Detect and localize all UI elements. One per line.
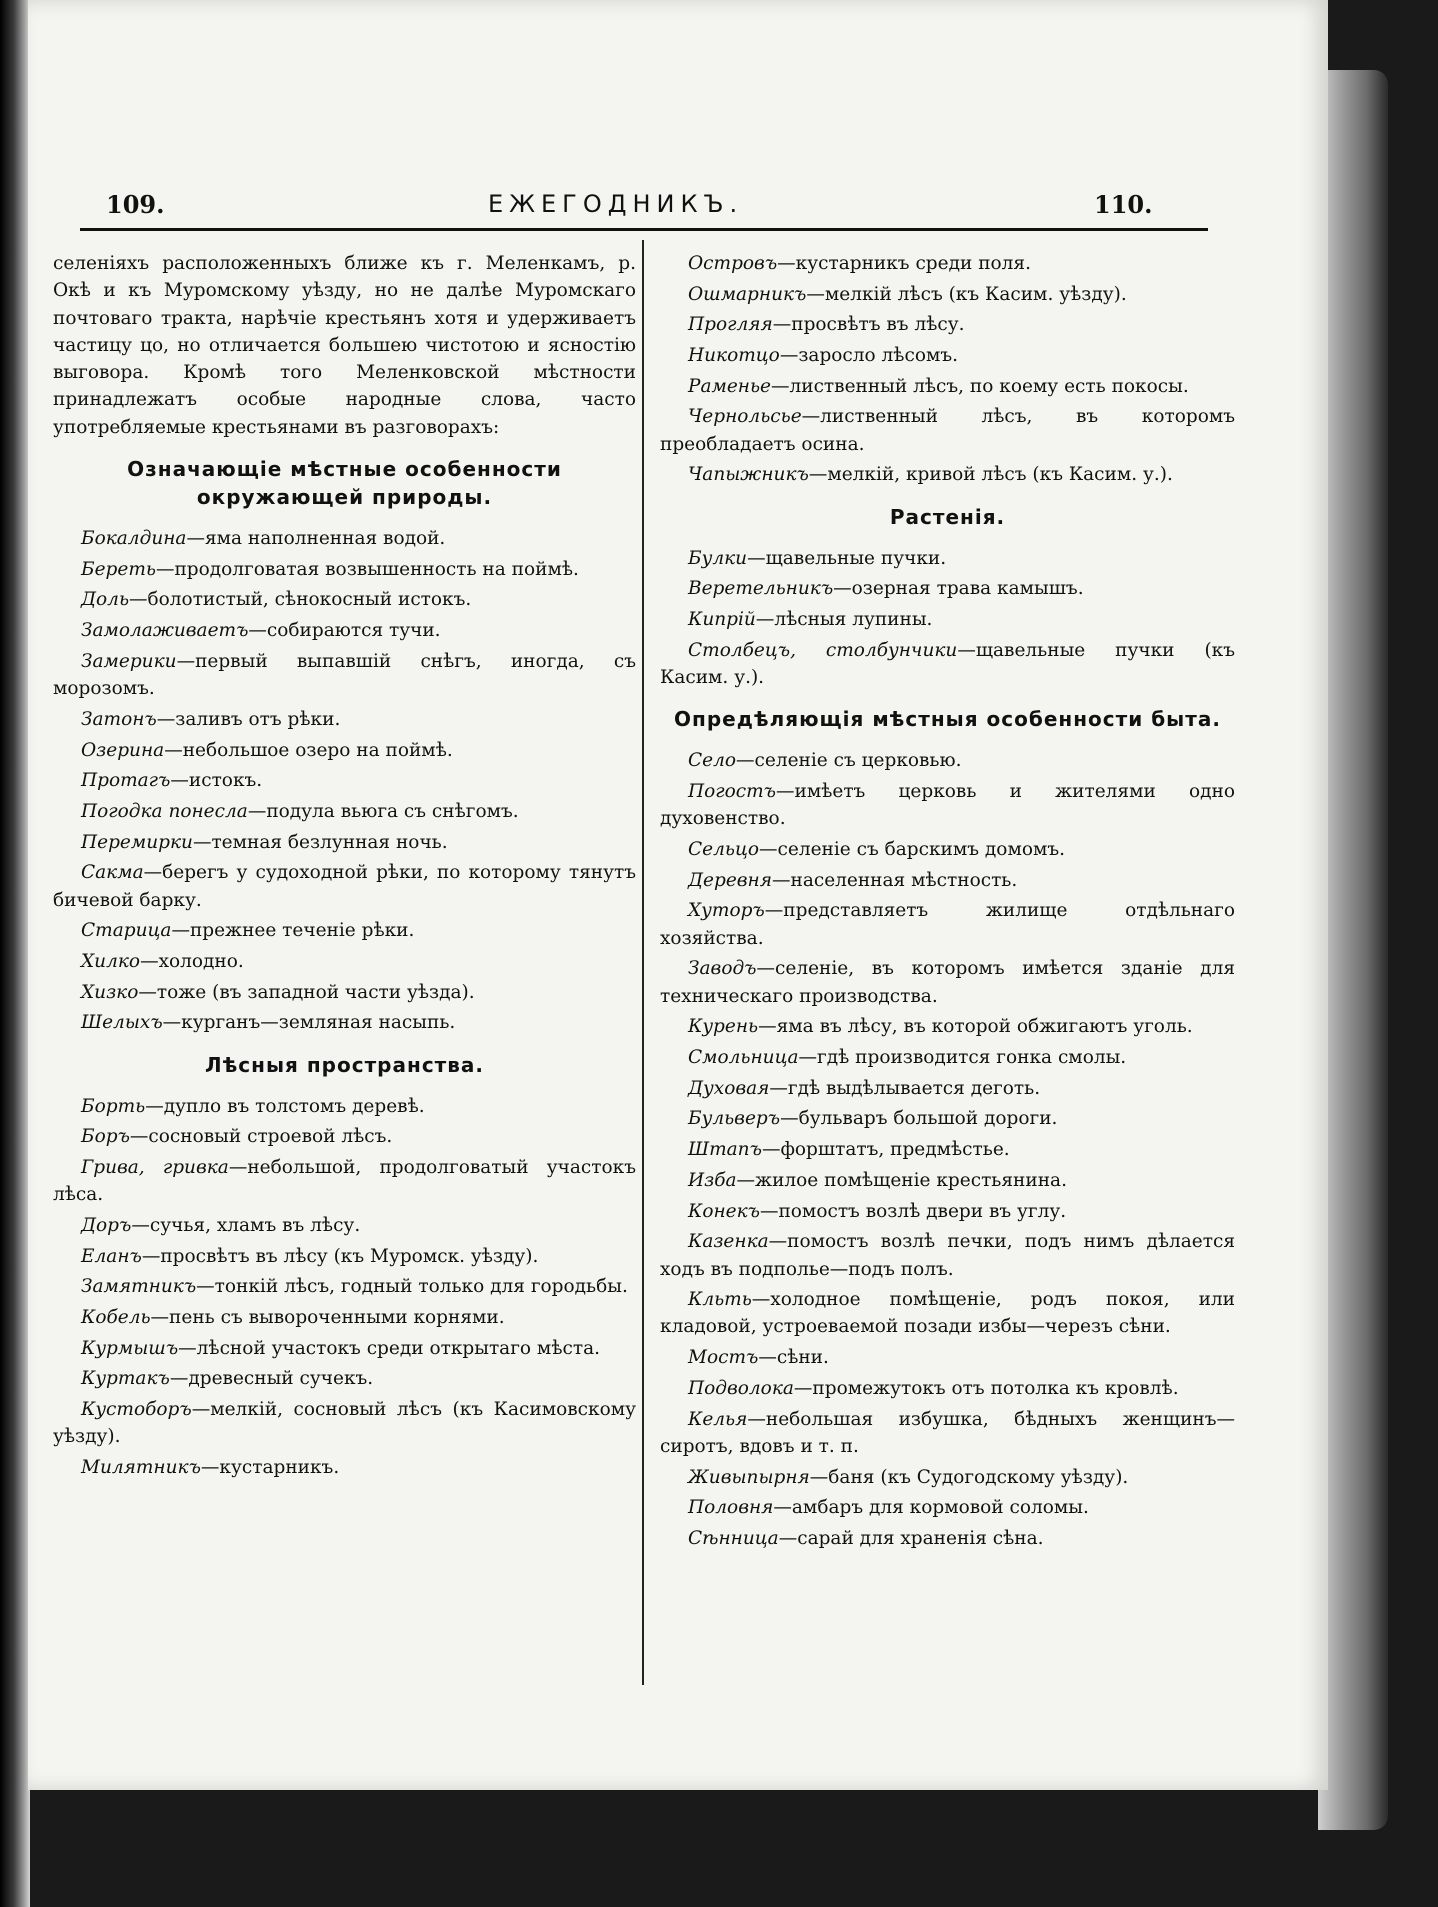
- dictionary-entry: [660, 1105, 1235, 1132]
- entry-term: Курень: [688, 1016, 759, 1038]
- dictionary-entry: [660, 1344, 1235, 1371]
- entry-definition: —яма наполненная водой.: [186, 528, 446, 550]
- entry-definition: —населенная мѣстность.: [771, 869, 1018, 891]
- entry-definition: —промежутокъ отъ потолка къ кровлѣ.: [793, 1377, 1179, 1399]
- dictionary-entry: [660, 575, 1235, 602]
- section-heading-life: Опредѣляющія мѣстныя особенности быта.: [674, 707, 1221, 732]
- entry-term: Подволока: [688, 1377, 794, 1399]
- dictionary-entry: [660, 545, 1235, 572]
- entry-term: Сельцо: [688, 839, 760, 861]
- entry-definition: —заливъ отъ рѣки.: [156, 708, 341, 730]
- entry-definition: —лѣсныя лупины.: [755, 609, 933, 631]
- entry-term: Хилко: [81, 950, 141, 972]
- dictionary-entry: [53, 1454, 636, 1481]
- dictionary-entry: [53, 1396, 636, 1451]
- entry-definition: —древесный сучекъ.: [169, 1368, 374, 1390]
- entry-term: Грива, гривка: [81, 1156, 229, 1178]
- nature-entries: [53, 525, 636, 1037]
- entry-definition: —жилое помѣщеніе крестьянина.: [736, 1169, 1067, 1191]
- entry-definition: —сучья, хламъ въ лѣсу.: [131, 1214, 361, 1236]
- dictionary-entry: [660, 1525, 1235, 1552]
- entry-term: Кустоборъ: [81, 1399, 192, 1421]
- entry-term: Смольница: [688, 1047, 799, 1069]
- dictionary-entry: [53, 1273, 636, 1300]
- dictionary-entry: [660, 1075, 1235, 1102]
- dictionary-entry: [660, 1044, 1235, 1071]
- entry-term: Шелыхъ: [81, 1012, 163, 1034]
- entry-definition: —помостъ возлѣ печки, подъ нимъ дѣлается ходъ въ подполье—подъ полъ.: [660, 1231, 1235, 1280]
- entry-term: Погостъ: [688, 781, 776, 803]
- dictionary-entry: [53, 1212, 636, 1239]
- entry-definition: —сарай для храненія сѣна.: [778, 1527, 1044, 1549]
- entry-term: Кобель: [81, 1307, 151, 1329]
- entry-term: Чернольсье: [688, 406, 802, 428]
- entry-term: Боръ: [81, 1126, 130, 1148]
- dictionary-entry: [53, 948, 636, 975]
- entry-term: Старица: [81, 920, 172, 942]
- dictionary-entry: [660, 955, 1235, 1010]
- entry-term: Замолаживаетъ: [81, 620, 249, 642]
- entry-definition: —имѣетъ церковь и жителями одно духовенство.: [660, 781, 1235, 830]
- entry-definition: —берегъ у судоходной рѣки, по которому тянутъ бичевой барку.: [53, 862, 636, 911]
- dictionary-entry: [660, 1464, 1235, 1491]
- book-spine-left: [0, 0, 30, 1907]
- entry-definition: —просвѣтъ въ лѣсу (къ Муромск. уѣзду).: [141, 1245, 539, 1267]
- dictionary-entry: [660, 1167, 1235, 1194]
- dictionary-entry: [53, 767, 636, 794]
- entry-term: Милятникъ: [81, 1457, 201, 1479]
- entry-term: Штапъ: [688, 1139, 762, 1161]
- dictionary-entry: [53, 1009, 636, 1036]
- entry-term: Кипрій: [688, 609, 756, 631]
- entry-definition: —тоже (въ западной части уѣзда).: [138, 981, 475, 1003]
- entry-definition: —заросло лѣсомъ.: [779, 345, 959, 367]
- entry-term: Куртакъ: [81, 1368, 170, 1390]
- entry-definition: —яма въ лѣсу, въ которой обжигаютъ уголь.: [758, 1016, 1193, 1038]
- entry-definition: —селеніе съ церковью.: [736, 750, 962, 772]
- dictionary-entry: [660, 281, 1235, 308]
- entry-definition: —подула вьюга съ снѣгомъ.: [247, 800, 519, 822]
- entry-term: Живыпырня: [688, 1466, 810, 1488]
- dictionary-entry: [660, 1136, 1235, 1163]
- entry-definition: —щавельные пучки (къ Касим. у.).: [660, 639, 1235, 689]
- entry-definition: —лиственный лѣсъ, по коему есть покосы.: [770, 375, 1189, 397]
- entry-definition: —баня (къ Судогодскому уѣзду).: [809, 1466, 1129, 1488]
- dictionary-entry: [53, 829, 636, 856]
- entry-definition: —мелкій лѣсъ (къ Касим. уѣзду).: [806, 283, 1127, 305]
- entry-term: Казенка: [688, 1231, 769, 1253]
- entry-definition: —лиственный лѣсъ, въ которомъ преобладаетъ осина.: [660, 406, 1235, 455]
- entry-term: Погодка понесла: [81, 800, 248, 822]
- dictionary-entry: [660, 1494, 1235, 1521]
- dictionary-entry: [660, 1286, 1235, 1341]
- entry-term: Ошмарникъ: [688, 283, 807, 305]
- entry-definition: —бульваръ большой дороги.: [780, 1108, 1058, 1130]
- entry-definition: —темная безлунная ночь.: [192, 831, 448, 853]
- dictionary-entry: [53, 706, 636, 733]
- entry-term: Мостъ: [688, 1347, 759, 1369]
- dictionary-entry: [53, 1335, 636, 1362]
- entry-term: Никотцо: [688, 345, 780, 367]
- entry-term: Сѣнница: [688, 1527, 779, 1549]
- section-heading-plants: Растенія.: [889, 504, 1006, 529]
- entry-term: Прогляя: [688, 314, 773, 336]
- entry-term: Доль: [81, 589, 130, 611]
- entry-definition: —сѣни.: [758, 1347, 829, 1369]
- dictionary-entry: [53, 1243, 636, 1270]
- entry-definition: —холодное помѣщеніе, родъ покоя, или кладовой, устроеваемой позади избы—черезъ сѣни.: [660, 1289, 1235, 1338]
- header-rule: [80, 228, 1208, 231]
- entry-term: Еланъ: [81, 1245, 142, 1267]
- dictionary-entry: [660, 747, 1235, 774]
- entry-term: Замятникъ: [81, 1276, 197, 1298]
- entry-definition: —кустарникъ.: [200, 1457, 340, 1479]
- entry-term: Доръ: [81, 1214, 132, 1236]
- entry-term: Бокалдина: [81, 528, 187, 550]
- dictionary-entry: [660, 867, 1235, 894]
- entry-definition: —сосновый строевой лѣсъ.: [129, 1126, 393, 1148]
- entry-term: Конекъ: [688, 1200, 760, 1222]
- entry-definition: —собираются тучи.: [248, 620, 441, 642]
- book-binding-right: [1318, 70, 1388, 1830]
- entry-term: Хуторъ: [688, 900, 765, 922]
- entry-term: Булки: [688, 547, 748, 569]
- page-number-left: 109.: [106, 190, 165, 219]
- entry-definition: —просвѣтъ въ лѣсу.: [772, 314, 965, 336]
- entry-term: Островъ: [688, 253, 778, 274]
- forest-entries: [53, 1093, 636, 1482]
- dictionary-entry: [660, 1013, 1235, 1040]
- entry-definition: —гдѣ выдѣлывается деготь.: [769, 1077, 1041, 1099]
- entry-term: Село: [688, 750, 737, 772]
- entry-definition: —курганъ—земляная насыпь.: [162, 1012, 456, 1034]
- entry-term: Чапыжникъ: [688, 464, 809, 486]
- column-divider: [642, 240, 644, 1685]
- entry-definition: —щавельные пучки.: [747, 547, 947, 569]
- section-heading-nature: Означающіе мѣстные особенности окружающей природы.: [127, 457, 562, 510]
- entry-term: Замерики: [81, 650, 177, 672]
- entry-definition: —амбаръ для кормовой соломы.: [773, 1497, 1089, 1519]
- dictionary-entry: [53, 798, 636, 825]
- entry-term: Хизко: [81, 981, 139, 1003]
- running-title: ЕЖЕГОДНИКЪ.: [488, 190, 744, 218]
- entry-term: Борть: [81, 1095, 146, 1117]
- dictionary-entry: [53, 556, 636, 583]
- dictionary-entry: [53, 737, 636, 764]
- entry-definition: —селеніе, въ которомъ имѣется зданіе для техническаго производства.: [660, 958, 1235, 1007]
- entry-definition: —прежнее теченіе рѣки.: [171, 920, 415, 942]
- dictionary-entry: [660, 342, 1235, 369]
- dictionary-entry: [660, 778, 1235, 833]
- entry-term: Половня: [688, 1497, 774, 1519]
- dictionary-entry: [53, 1365, 636, 1392]
- entry-term: Кльть: [688, 1289, 752, 1311]
- entry-term: Затонъ: [81, 708, 157, 730]
- entry-term: Келья: [688, 1408, 748, 1430]
- dictionary-entry: [53, 586, 636, 613]
- dictionary-entry: [660, 403, 1235, 458]
- right-column: [660, 250, 1235, 1556]
- plant-entries: [660, 545, 1235, 692]
- entry-term: Духовая: [688, 1077, 770, 1099]
- dictionary-entry: [53, 917, 636, 944]
- intro-paragraph: селеніяхъ расположенныхъ ближе къ г. Меленкамъ, р. Окѣ и къ Муромскому уѣзду, но не далѣе Муромскаго почтоваго тракта, нарѣчіе крестьянъ хотя и удерживаетъ частицу цо, но отличается большею чистотою и ясностію выговора. Кромѣ того Меленковской мѣстности принадлежатъ особые народные слова, часто употребляемые крестьянами въ разговорахъ:: [53, 253, 636, 438]
- dictionary-entry: [660, 311, 1235, 338]
- entry-term: Сакма: [81, 862, 144, 884]
- dictionary-entry: [53, 979, 636, 1006]
- entry-term: Береть: [81, 558, 156, 580]
- entry-definition: —небольшое озеро на поймѣ.: [164, 739, 453, 761]
- section-heading-forest: Лѣсныя пространства.: [204, 1052, 485, 1077]
- entry-definition: —тонкій лѣсъ, годный только для городьбы.: [196, 1276, 628, 1298]
- dictionary-entry: [660, 897, 1235, 952]
- entry-definition: —форштатъ, предмѣстье.: [761, 1139, 1010, 1161]
- entry-definition: —пень съ вывороченными корнями.: [150, 1307, 505, 1329]
- entry-definition: —гдѣ производится гонка смолы.: [798, 1047, 1127, 1069]
- dictionary-entry: [660, 836, 1235, 863]
- entry-term: Веретельникъ: [688, 578, 834, 600]
- entry-term: Протагъ: [81, 770, 171, 792]
- entry-definition: —селеніе съ барскимъ домомъ.: [759, 839, 1066, 861]
- dictionary-entry: [53, 1093, 636, 1120]
- entry-term: Изба: [688, 1169, 737, 1191]
- entry-term: Бульверъ: [688, 1108, 781, 1130]
- entry-definition: —небольшой, продолговатый участокъ лѣса.: [53, 1156, 636, 1206]
- entry-definition: —холодно.: [140, 950, 244, 972]
- entry-definition: —первый выпавшій снѣгъ, иногда, съ морозомъ.: [53, 650, 636, 700]
- dictionary-entry: [660, 461, 1235, 488]
- forest-entries-continued: [660, 250, 1235, 489]
- entry-term: Заводъ: [688, 958, 757, 980]
- book-page: [28, 0, 1328, 1790]
- entry-definition: —мелкій, кривой лѣсъ (къ Касим. у.).: [808, 464, 1173, 486]
- entry-term: Столбецъ, столбунчики: [688, 639, 958, 661]
- entry-term: Раменье: [688, 375, 771, 397]
- entry-definition: —лѣсной участокъ среди открытаго мѣста.: [178, 1337, 600, 1359]
- dictionary-entry: [53, 1154, 636, 1209]
- dictionary-entry: [53, 859, 636, 914]
- dictionary-entry: [53, 1123, 636, 1150]
- dictionary-entry: [660, 637, 1235, 692]
- dictionary-entry: [660, 1198, 1235, 1225]
- entry-term: Озерина: [81, 739, 165, 761]
- dictionary-entry: [660, 1375, 1235, 1402]
- left-column: [53, 250, 636, 1485]
- dictionary-entry: [660, 606, 1235, 633]
- dictionary-entry: [660, 1228, 1235, 1283]
- page-number-right: 110.: [1094, 190, 1153, 219]
- entry-term: Курмышъ: [81, 1337, 179, 1359]
- entry-definition: —дупло въ толстомъ деревѣ.: [145, 1095, 425, 1117]
- dictionary-entry: [53, 1304, 636, 1331]
- dictionary-entry: [660, 373, 1235, 400]
- entry-definition: —небольшая избушка, бѣдныхъ женщинъ—сиротъ, вдовъ и т. п.: [660, 1408, 1235, 1457]
- entry-definition: —мелкій, сосновый лѣсъ (къ Касимовскому уѣзду).: [53, 1399, 636, 1448]
- entry-definition: —истокъ.: [170, 770, 263, 792]
- entry-definition: —озерная трава камышъ.: [833, 578, 1084, 600]
- life-entries: [660, 747, 1235, 1552]
- entry-definition: —представляетъ жилище отдѣльнаго хозяйства.: [660, 900, 1235, 949]
- entry-definition: —продолговатая возвышенность на поймѣ.: [155, 558, 579, 580]
- entry-definition: —помостъ возлѣ двери въ углу.: [759, 1200, 1067, 1222]
- entry-definition: —болотистый, сѣнокосный истокъ.: [129, 589, 472, 611]
- dictionary-entry: [660, 1406, 1235, 1461]
- entry-term: Перемирки: [81, 831, 193, 853]
- dictionary-entry: [53, 617, 636, 644]
- dictionary-entry: [660, 250, 1235, 277]
- running-header: [28, 190, 1328, 230]
- dictionary-entry: [53, 525, 636, 552]
- entry-definition: —кустарникъ среди поля.: [777, 253, 1031, 274]
- entry-term: Деревня: [688, 869, 772, 891]
- dictionary-entry: [53, 648, 636, 703]
